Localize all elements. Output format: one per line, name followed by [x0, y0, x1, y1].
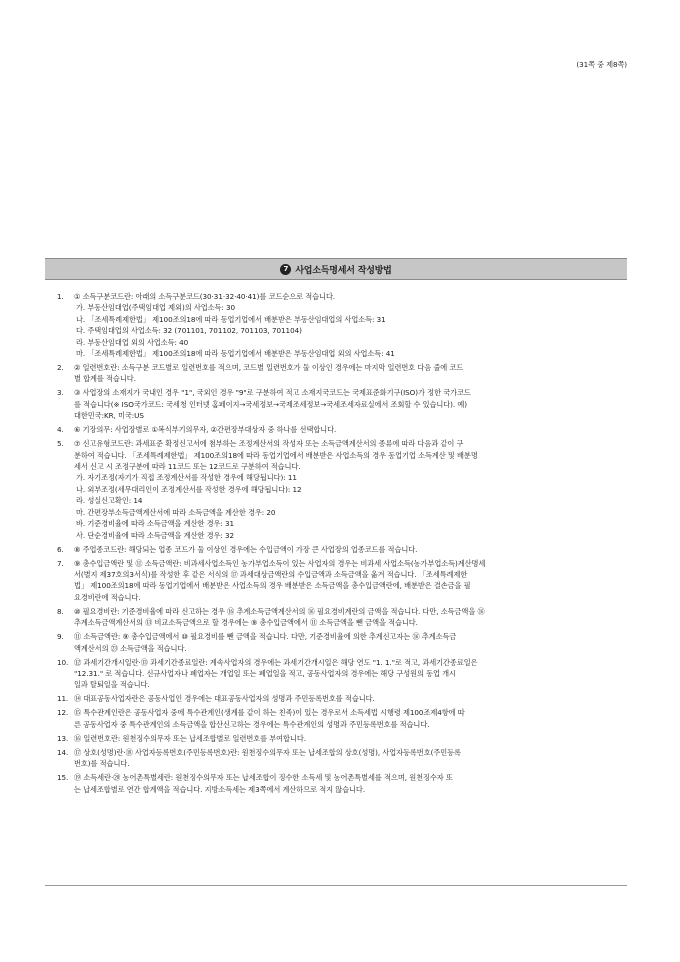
item-number: 13. [57, 733, 69, 743]
instruction-item [57, 558, 619, 604]
instruction-item [57, 657, 619, 691]
item-line: 다. 주택임대업의 사업소득: 32 (701101, 701102, 701103, 701104) [76, 326, 302, 336]
instruction-item [57, 387, 619, 421]
item-line: 는 납세조합별로 연간 합계액을 적습니다. 지방소득세는 제3쪽에서 계산하므로 적지 않습니다. [74, 784, 366, 794]
item-number: 7. [57, 558, 64, 568]
instruction-item [57, 733, 619, 744]
section-title: 사업소득명세서 작성방법 [295, 265, 392, 276]
item-number: 15. [57, 773, 69, 783]
instruction-item [57, 631, 619, 654]
item-line: ⑪ 소득금액란: ⑨ 총수입금액에서 ⑩ 필요경비를 뺀 금액을 적습니다. 다만, 기준경비율에 의한 추계신고자는 ⑯ 추계소득금 [74, 632, 457, 642]
item-line: ⑨ 총수입금액란 및 ⑪ 소득금액란: 비과세사업소득인 농가부업소득이 있는 사업자의 경우는 비과세 사업소득(농가부업소득)계산명세 [74, 558, 486, 568]
item-line: ① 소득구분코드란: 아래의 소득구분코드(30·31·32·40·41)를 코드순으로 적습니다. [74, 292, 336, 301]
instruction-item [57, 707, 619, 730]
item-line: ⑯ 일련번호란: 원천징수의무자 또는 납세조합별로 일련번호를 부여합니다. [74, 733, 306, 743]
item-number: 8. [57, 606, 64, 616]
instruction-item [57, 544, 619, 555]
circled-number-icon: 7 [280, 264, 291, 275]
item-line: 라. 부동산임대업 외의 사업소득: 40 [76, 337, 189, 347]
instruction-item [57, 362, 619, 385]
item-line: 를 적습니다(※ ISO국가코드: 국세청 인터넷 홈페이지→국세정보→국제조세정보→국세조세자료실에서 조회할 수 있습니다). 예) [74, 399, 468, 409]
instruction-item [57, 747, 619, 770]
instruction-item [57, 772, 619, 795]
item-number: 5. [57, 439, 64, 449]
item-number: 6. [57, 544, 64, 554]
item-line: 른 공동사업자 중 특수관계인의 소득금액을 합산신고하는 경우에는 특수관계인의 성명과 주민등록번호를 적습니다. [74, 719, 430, 729]
item-line: ⑦ 신고유형코드란: 과세표준 확정신고서에 첨부하는 조정계산서의 작성자 또는 소득금액계산서의 종류에 따라 다음과 같이 구 [74, 439, 464, 449]
item-number: 3. [57, 388, 64, 398]
item-line: 마. 간편장부소득금액계산서에 따라 소득금액을 계산한 경우: 20 [76, 507, 276, 517]
item-number: 4. [57, 425, 64, 435]
item-line: 요경비란에 적습니다. [74, 592, 141, 602]
item-line: 세서 신고 시 조정구분에 따라 11코드 또는 12코드로 구분하여 적습니다. [74, 462, 301, 472]
item-line: 가. 자기조정(자기가 직접 조정계산서를 작성한 경우에 해당됩니다): 11 [76, 473, 297, 483]
item-line: 별 합계를 적습니다. [74, 374, 136, 384]
item-line: ⑥ 기장의무: 사업장별로 ①복식부기의무자, ②간편장부대상자 중 하나를 선택합니다. [74, 425, 337, 435]
item-number: 14. [57, 747, 69, 757]
item-line: 번호)를 적습니다. [74, 759, 130, 769]
item-number: 10. [57, 657, 69, 667]
item-line: 나. 외부조정(세무대리인이 조정계산서를 작성한 경우에 해당됩니다): 12 [76, 484, 302, 494]
item-line: 나. 「조세특례제한법」 제100조의18에 따라 동업기업에서 배분받은 부동산임대업의 사업소득: 31 [76, 314, 386, 324]
item-line: ⑰ 상호(성명)란·⑱ 사업자등록번호(주민등록번호)란: 원천징수의무자 또는 납세조합의 상호(성명), 사업자등록번호(주민등록 [74, 747, 461, 757]
item-line: 바. 기준경비율에 따라 소득금액을 계산한 경우: 31 [76, 519, 235, 529]
item-line: 라. 성실신고확인: 14 [76, 496, 143, 506]
item-line: 액계산서의 ㉓ 소득금액을 적습니다. [74, 643, 187, 653]
item-line: ⑭ 대표공동사업자란은 공동사업인 경우에는 대표공동사업자의 성명과 주민등록번호를 적습니다. [74, 694, 375, 704]
instruction-item [57, 291, 619, 359]
item-number: 2. [57, 363, 64, 373]
item-line: 가. 부동산임대업(주택임대업 제외)의 사업소득: 30 [76, 303, 236, 313]
item-line: ⑧ 주업종코드란: 해당되는 업종 코드가 둘 이상인 경우에는 수입금액이 가장 큰 사업장의 업종코드를 적습니다. [74, 544, 418, 554]
item-number: 9. [57, 632, 64, 642]
item-line: ⑮ 특수관계인란은 공동사업자 중에 특수관계인(생계를 같이 하는 친족)이 있는 경우로서 소득세법 시행령 제100조제4항에 따 [74, 708, 465, 718]
instruction-item [57, 438, 619, 541]
item-line: 서(별지 제37호의3서식)를 작성한 후 같은 서식의 ⑰ 과세대상금액란의 수입금액과 소득금액을 옮겨 적습니다. 「조세특례제한 [74, 569, 468, 579]
instruction-item [57, 424, 619, 435]
item-line: 법」 제100조의18에 따라 동업기업에서 배분받은 사업소득의 경우 배분받은 소득금액을 총수입금액란에, 배분받은 결손금을 필 [74, 581, 471, 591]
instruction-item [57, 693, 619, 704]
item-line: ② 일련번호란: 소득구분 코드별로 일련번호를 적으며, 코드별 일련번호가 둘 이상인 경우에는 마지막 일련번호 다음 줄에 코드 [74, 363, 464, 373]
item-line: ⑫ 과세기간개시일란·⑬ 과세기간종료일란: 계속사업자의 경우에는 과세기간개시일은 해당 연도 "1. 1."로 적고, 과세기간종료일은 [74, 657, 478, 667]
item-number: 12. [57, 708, 69, 718]
item-line: 분하여 적습니다. 「조세특례제한법」 제100조의18에 따라 동업기업에서 배분받은 사업소득의 경우 동업기업 소득계산 및 배분명 [74, 450, 478, 460]
section-header [45, 258, 627, 280]
page-number: (31쪽 중 제8쪽) [576, 60, 627, 69]
item-line: 대한민국:KR, 미국:US [74, 411, 144, 421]
item-line: 추계소득금액계산서의 ⑬ 비교소득금액으로 할 경우에는 ⑨ 총수입금액에서 ⑪ 소득금액을 뺀 금액을 적습니다. [74, 618, 418, 628]
item-line: 일과 탈퇴일을 적습니다. [74, 680, 150, 690]
item-line: ⑩ 필요경비란: 기준경비율에 따라 신고하는 경우 ⑯ 추계소득금액계산서의 ⑯ 필요경비계란의 금액을 적습니다. 다만, 소득금액을 ⑯ [74, 606, 485, 616]
instructions-body [45, 288, 627, 886]
item-line: 마. 「조세특례제한법」 제100조의18에 따라 동업기업에서 배분받은 부동산임대업 외의 사업소득: 41 [76, 349, 395, 359]
item-line: 사. 단순경비율에 따라 소득금액을 계산한 경우: 32 [76, 530, 235, 540]
item-number: 11. [57, 694, 69, 704]
item-line: "12.31." 로 적습니다. 신규사업자나 폐업자는 개업일 또는 폐업일을 적고, 공동사업자의 경우에는 해당 구성원의 동업 개시 [74, 668, 456, 678]
item-line: ⑲ 소득세란·⑳ 농어촌특별세란: 원천징수의무자 또는 납세조합이 징수한 소득세 및 농어촌특별세를 적으며, 원천징수자 또 [74, 773, 453, 783]
item-line: ③ 사업장의 소재지가 국내인 경우 "1", 국외인 경우 "9"로 구분하여 적고 소재지국코드는 국제표준화기구(ISO)가 정한 국가코드 [74, 388, 471, 398]
item-number: 1. [57, 292, 64, 301]
instruction-item [57, 606, 619, 629]
